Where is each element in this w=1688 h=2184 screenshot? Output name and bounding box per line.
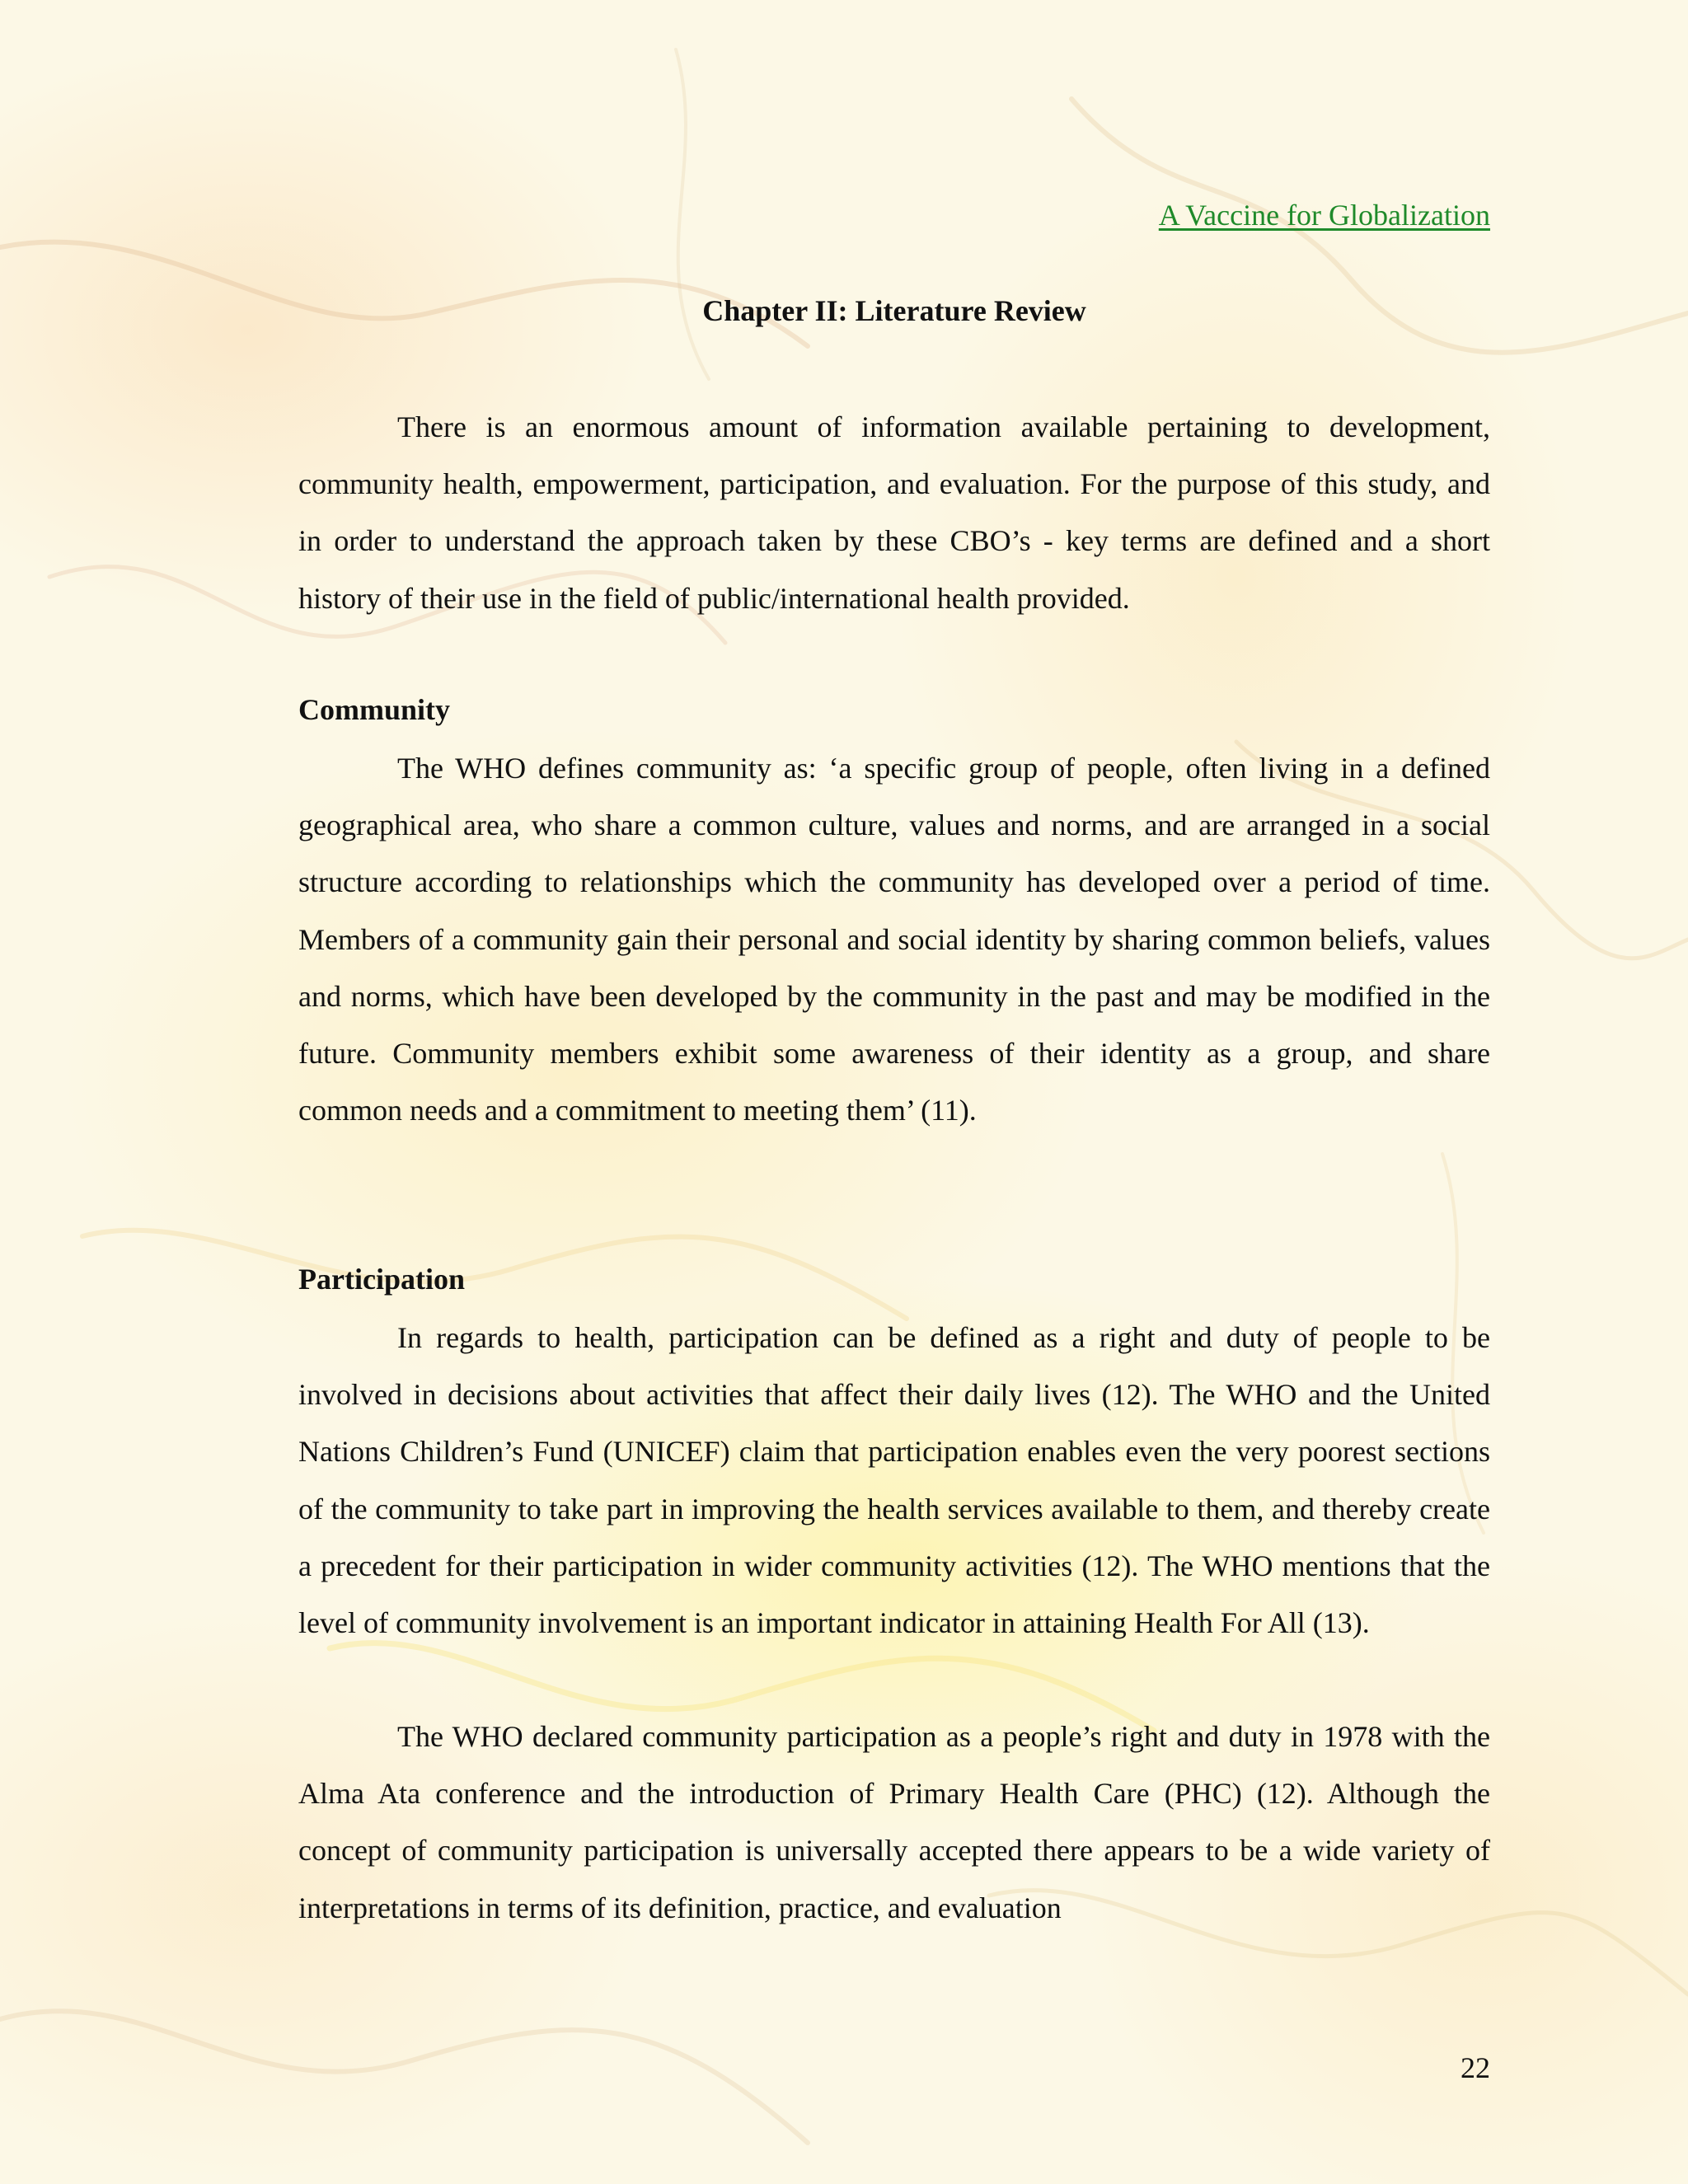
- community-paragraph: The WHO defines community as: ‘a specific group of people, often living in a defined geographical area, who share a common culture, values and norms, and are arranged in a social structure according to relationships which the community has developed over a period of time. Members of a community gain their personal and social identity by sharing common beliefs, values and norms, which have been developed by the community in the past and may be modified in the future. Community members exhibit some awareness of their identity as a group, and share common needs and a commitment to meeting them’ (11).: [298, 752, 1490, 1127]
- participation-paragraph-2: The WHO declared community participation as a people’s right and duty in 1978 with the Alma Ata conference and the introduction of Primary Health Care (PHC) (12). Although the concept of community participation is universally accepted there appears to be a wide variety of interpretations in terms of its definition, practice, and evaluation: [298, 1720, 1490, 1924]
- intro-paragraph: There is an enormous amount of information available pertaining to development, community health, empowerment, participation, and evaluation. For the purpose of this study, and in order to understand the approach taken by these CBO’s - key terms are defined and a short history of their use in the field of public/international health provided.: [298, 410, 1490, 615]
- section-heading-community: Community: [298, 693, 451, 726]
- section-heading-participation: Participation: [298, 1263, 465, 1296]
- page-number: 22: [1461, 2051, 1490, 2084]
- participation-paragraph-1: In regards to health, participation can be defined as a right and duty of people to be involved in decisions about activities that affect their daily lives (12). The WHO and the United Nations Children’s Fund (UNICEF) claim that participation enables even the very poorest sections of the community to take part in improving the health services available to them, and thereby create a precedent for their participation in wider community activities (12). The WHO mentions that the level of community involvement is an important indicator in attaining Health For All (13).: [298, 1321, 1490, 1640]
- chapter-title: Chapter II: Literature Review: [702, 294, 1086, 327]
- running-header-title: A Vaccine for Globalization: [1158, 199, 1490, 232]
